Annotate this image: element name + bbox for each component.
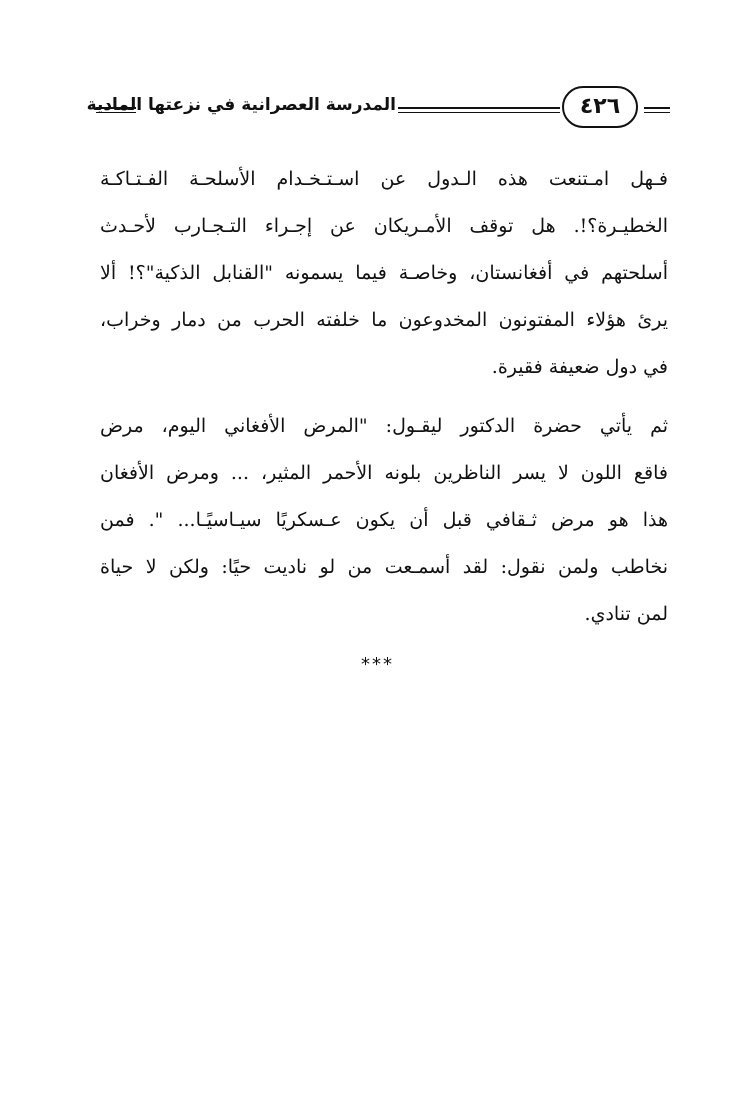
header-rule-right <box>644 107 670 113</box>
text-line: فـهل امـتنعت هذه الـدول عن اسـتـخـدام الأسلحـة الفـتـاكـة <box>100 168 668 190</box>
text-line: يرئ هؤلاء المفتونون المخدوعون ما خلفته الحرب من دمار وخراب، <box>100 309 668 331</box>
text-line: لمن تنادي. <box>584 603 668 625</box>
text-line: الخطيـرة؟!. هل توقف الأمـريكان عن إجـراء التـجـارب لأحـدث <box>100 215 668 237</box>
running-title: المدرسة العصرانية في نزعتها المادية <box>86 95 396 115</box>
paragraph-1 <box>100 156 668 391</box>
text-line: ثم يأتي حضرة الدكتور ليقـول: "المرض الأفغاني اليوم، مرض <box>100 415 668 437</box>
text-line: هذا هو مرض ثـقافي قبل أن يكون عـسكريًا سيـاسيًـا... ". فمن <box>100 509 668 531</box>
paragraph-2 <box>100 403 668 638</box>
text-line: نخاطب ولمن نقول: لقد أسمـعت من لو ناديت حيًا: ولكن لا حياة <box>100 556 668 578</box>
section-divider: *** <box>361 654 394 675</box>
text-line: في دول ضعيفة فقيرة. <box>491 356 668 378</box>
text-line: فاقع اللون لا يسر الناظرين بلونه الأحمر المثير، ... ومرض الأفغان <box>100 462 668 484</box>
page-number: ٤٢٦ <box>562 86 638 128</box>
header-rule-middle <box>398 107 560 113</box>
text-line: أسلحتهم في أفغانستان، وخاصـة فيما يسمونه "القنابل الذكية"؟! ألا <box>100 262 668 284</box>
page-header <box>86 84 672 134</box>
body-text <box>100 156 668 638</box>
